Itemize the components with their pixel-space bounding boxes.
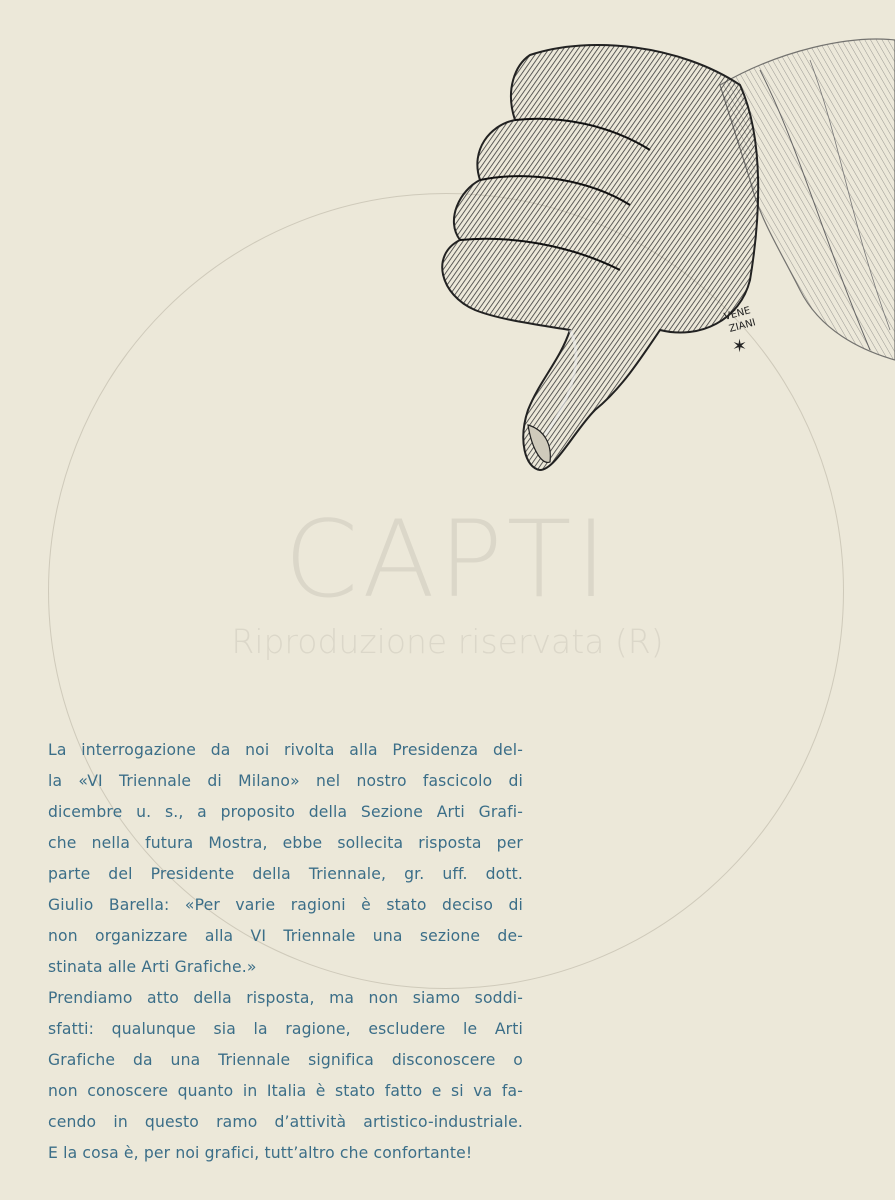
star-mark: ✶ bbox=[732, 336, 748, 357]
text-line: che nella futura Mostra, ebbe sollecita risposta per bbox=[48, 834, 523, 852]
text-line: la «VI Triennale di Milano» nel nostro fascicolo di bbox=[48, 772, 523, 790]
text-line: sfatti: qualunque sia la ragione, escludere le Arti bbox=[48, 1020, 523, 1038]
text-line: non organizzare alla VI Triennale una sezione de- bbox=[48, 927, 523, 945]
signature-line-1: VENE bbox=[722, 305, 752, 323]
text-line: parte del Presidente della Triennale, gr. uff. dott. bbox=[48, 865, 523, 883]
paragraph-1 bbox=[48, 735, 523, 983]
article-text bbox=[48, 735, 523, 1169]
text-line: Giulio Barella: «Per varie ragioni è stato deciso di bbox=[48, 896, 523, 914]
text-line: cendo in questo ramo d’attività artistico-industriale. bbox=[48, 1113, 523, 1131]
watermark-subtitle: Riproduzione riservata (R) bbox=[231, 622, 664, 661]
signature-line-2: ZIANI bbox=[727, 317, 757, 335]
text-line: non conoscere quanto in Italia è stato fatto e si va fa- bbox=[48, 1082, 523, 1100]
paragraph-2 bbox=[48, 983, 523, 1169]
watermark-title: CAPTI bbox=[284, 498, 611, 621]
text-line: E la cosa è, per noi grafici, tutt’altro che confortante! bbox=[48, 1144, 473, 1162]
hand-thumbs-down-illustration bbox=[420, 30, 895, 490]
text-line: stinata alle Arti Grafiche.» bbox=[48, 958, 257, 976]
text-line: Grafiche da una Triennale significa disconoscere o bbox=[48, 1051, 523, 1069]
text-line: La interrogazione da noi rivolta alla Presidenza del- bbox=[48, 741, 523, 759]
text-line: Prendiamo atto della risposta, ma non siamo soddi- bbox=[48, 989, 523, 1007]
text-line: dicembre u. s., a proposito della Sezione Arti Grafi- bbox=[48, 803, 523, 821]
